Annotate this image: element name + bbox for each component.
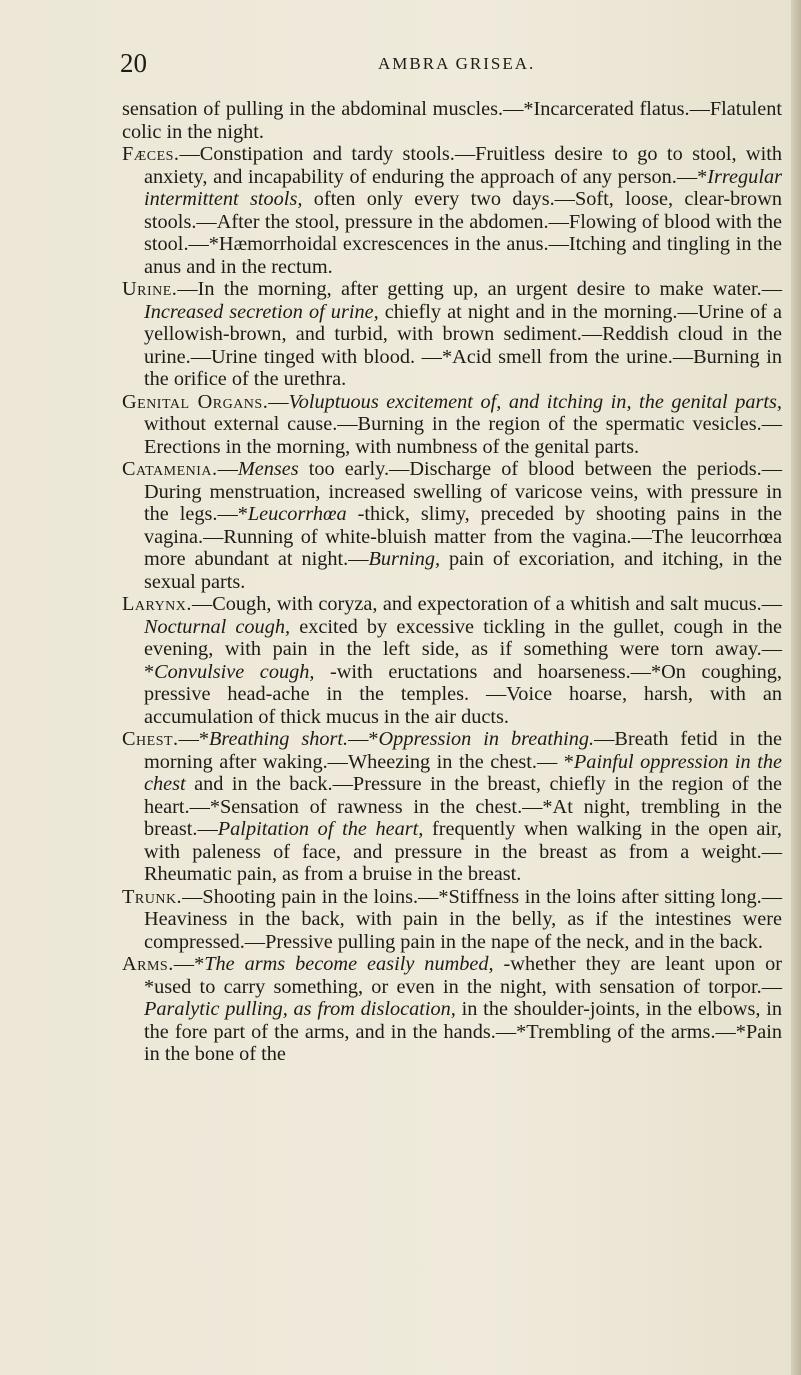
italic-text: Irregular intermittent stools, (144, 165, 782, 210)
text-run: —Constipation and tardy stools.—Fruitless desire to go to stool, with anxiety, and incapability of enduring the approach of any person.—* (144, 143, 782, 188)
italic-text: Breathing short. (209, 728, 349, 750)
text-run: —Cough, with coryza, and expectoration of a whitish and salt mucus.— (191, 593, 782, 615)
italic-text: Oppression in breathing. (378, 728, 595, 750)
paragraph-catamenia (122, 458, 782, 593)
italic-text: Paralytic pulling, as from dislocation, (144, 998, 456, 1020)
section-heading-urine: Urine. (122, 278, 178, 300)
paragraph-larynx (122, 593, 782, 728)
section-heading-faeces: Fæces. (122, 143, 180, 165)
text-run: frequently when walking in the open air, with paleness of face, and pressure in the breast as from a weight.—Rheumatic pain, as from a bruise in the breast. (144, 818, 782, 885)
section-heading-arms: Arms. (122, 953, 174, 975)
italic-text: Nocturnal cough, (144, 615, 291, 638)
text-run: — (217, 458, 238, 480)
text-run: —* (178, 728, 210, 750)
section-heading-trunk: Trunk. (122, 885, 183, 908)
italic-text: Menses (237, 458, 299, 480)
paragraph-faeces (122, 143, 782, 278)
text-run: excited by excessive tickling in the gullet, cough in the evening, with pain in the left side, as if something were torn away.—* (144, 615, 782, 683)
italic-text: Painful oppression in the chest (144, 750, 782, 795)
text-run: in the shoulder-joints, in the elbows, in the fore part of the arms, and in the hands.—*Trembling of the arms.—*Pain in the bone of the (144, 998, 782, 1065)
text-run: and in the back.—Pressure in the breast, chiefly in the region of the heart.—*Sensation of rawness in the chest.—*At night, trembling in the breast.— (144, 773, 782, 840)
text-run: — (268, 390, 289, 413)
text-run: ‑whether they are leant upon or *used to carry something, or even in the night, with sensation of torpor.— (144, 953, 782, 998)
page-edge (791, 0, 801, 1375)
text-run: sensation of pulling in the abdominal muscles.—*Incarcerated flatus.—Flatulent colic in the night. (122, 98, 782, 143)
text-run: too early.—Discharge of blood between the periods.—During menstruation, increased swelling of varicose veins, with pressure in the legs.—* (144, 458, 782, 525)
section-heading-chest: Chest. (122, 728, 179, 750)
text-run: —In the morning, after getting up, an urgent desire to make water.— (177, 278, 782, 300)
text-run: chiefly at night and in the morning.—Urine of a yellowish-brown, and turbid, with brown sediment.—Reddish cloud in the urine.—Urine tinged with blood. —*Acid smell from the urine.—Burning in the orifice of the urethra. (144, 300, 782, 390)
italic-text: Voluptuous excitement of, and itching in, the genital parts, (288, 390, 782, 413)
text-run: without external cause.—Burning in the region of the spermatic vesicles.—Erections in the morning, with numbness of the genital parts. (144, 413, 782, 458)
paragraph-continuation (122, 98, 782, 143)
italic-text: Palpitation of the heart, (217, 818, 424, 840)
paragraph-arms (122, 953, 782, 1066)
text-run: pain of excoriation, and itching, in the sexual parts. (144, 548, 782, 593)
page-header (120, 48, 780, 82)
text-run: —Breath fetid in the morning after waking.—Wheezing in the chest.— * (144, 728, 782, 773)
italic-text: Burning, (368, 548, 441, 570)
body-text (122, 98, 782, 1066)
text-run: ‑with eructations and hoarseness.—*On coughing, pressive head-ache in the temples. —Voice hoarse, harsh, with an accumulation of thick mucus in the air ducts. (144, 660, 782, 728)
italic-text: The arms become easily numbed, (204, 953, 494, 975)
paragraph-trunk (122, 886, 782, 954)
paragraph-genital-organs (122, 391, 782, 459)
running-head: AMBRA GRISEA. (378, 54, 536, 73)
text-run: ‑thick, slimy, preceded by shooting pains in the vagina.—Running of white-bluish matter from the vagina.—The leucorrhœa more abundant at night.— (144, 503, 782, 570)
section-heading-genital-organs: Genital Organs. (122, 390, 269, 413)
text-run: often only every two days.—Soft, loose, clear-brown stools.—After the stool, pressure in the abdomen.—Flowing of blood with the stool.—*Hæmorrhoidal excrescences in the anus.—Itching and tingling in the anus and in the rectum. (144, 188, 782, 278)
italic-text: Increased secretion of urine, (144, 300, 379, 323)
section-heading-catamenia: Catamenia. (122, 458, 218, 480)
section-heading-larynx: Larynx. (122, 593, 192, 615)
text-run: —* (173, 953, 205, 975)
page-number: 20 (120, 48, 147, 78)
paragraph-urine (122, 278, 782, 391)
text-run: —* (348, 728, 379, 750)
text-run: —Shooting pain in the loins.—*Stiffness in the loins after sitting long.—Heaviness in the back, with pain in the belly, as if the intestines were compressed.—Pressive pulling pain in the nape of the neck, and in the back. (144, 885, 782, 953)
paragraph-chest (122, 728, 782, 886)
italic-text: Leucorrhœa (247, 503, 347, 525)
italic-text: Convulsive cough, (154, 660, 315, 683)
